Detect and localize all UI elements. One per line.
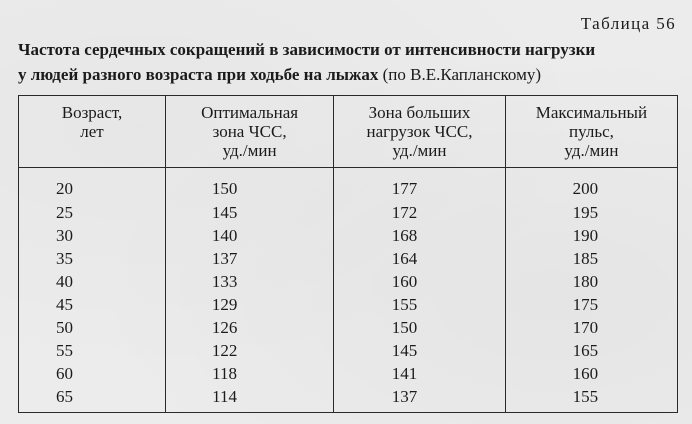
header-age-line-1: Возраст, xyxy=(61,103,123,122)
cell-high-load: 164 xyxy=(334,247,506,270)
table-row xyxy=(19,293,678,316)
header-optimal-zone xyxy=(166,96,334,168)
header-max-line-1: Максимальный xyxy=(535,103,648,122)
table-row xyxy=(19,224,678,247)
header-age xyxy=(19,96,166,168)
cell-max-pulse: 155 xyxy=(505,385,677,413)
header-high-line-2: нагрузок ЧСС, xyxy=(366,122,473,141)
table-row xyxy=(19,168,678,201)
cell-max-pulse: 180 xyxy=(505,270,677,293)
header-max-line-3: уд./мин xyxy=(564,141,619,160)
cell-optimal: 114 xyxy=(166,385,334,413)
cell-age: 40 xyxy=(19,270,166,293)
table-row xyxy=(19,362,678,385)
cell-optimal: 129 xyxy=(166,293,334,316)
cell-high-load: 168 xyxy=(334,224,506,247)
cell-age: 25 xyxy=(19,201,166,224)
cell-age: 55 xyxy=(19,339,166,362)
cell-age: 45 xyxy=(19,293,166,316)
header-high-line-1: Зона больших xyxy=(368,103,471,122)
header-age-line-2: лет xyxy=(80,122,104,141)
cell-optimal: 122 xyxy=(166,339,334,362)
table-caption xyxy=(18,37,678,87)
cell-optimal: 137 xyxy=(166,247,334,270)
cell-optimal: 150 xyxy=(166,168,334,201)
cell-high-load: 137 xyxy=(334,385,506,413)
cell-age: 50 xyxy=(19,316,166,339)
cell-high-load: 177 xyxy=(334,168,506,201)
cell-optimal: 133 xyxy=(166,270,334,293)
cell-max-pulse: 160 xyxy=(505,362,677,385)
cell-high-load: 155 xyxy=(334,293,506,316)
cell-optimal: 118 xyxy=(166,362,334,385)
cell-max-pulse: 170 xyxy=(505,316,677,339)
cell-max-pulse: 185 xyxy=(505,247,677,270)
caption-line-2: у людей разного возраста при ходьбе на лыжах xyxy=(18,65,379,84)
table-header-row xyxy=(19,96,678,168)
cell-high-load: 145 xyxy=(334,339,506,362)
header-high-load-zone xyxy=(334,96,506,168)
cell-high-load: 160 xyxy=(334,270,506,293)
cell-high-load: 141 xyxy=(334,362,506,385)
table-row xyxy=(19,247,678,270)
table-row xyxy=(19,385,678,413)
table-row xyxy=(19,339,678,362)
cell-optimal: 126 xyxy=(166,316,334,339)
cell-high-load: 172 xyxy=(334,201,506,224)
header-optimal-line-2: зона ЧСС, xyxy=(212,122,287,141)
header-optimal-line-3: уд./мин xyxy=(222,141,277,160)
cell-optimal: 140 xyxy=(166,224,334,247)
cell-age: 65 xyxy=(19,385,166,413)
cell-max-pulse: 190 xyxy=(505,224,677,247)
caption-line-1: Частота сердечных сокращений в зависимости от интенсивности нагрузки xyxy=(18,40,596,59)
header-optimal-line-1: Оптимальная xyxy=(201,103,299,122)
cell-max-pulse: 165 xyxy=(505,339,677,362)
cell-optimal: 145 xyxy=(166,201,334,224)
cell-age: 60 xyxy=(19,362,166,385)
header-max-line-2: пульс, xyxy=(568,122,614,141)
table-row xyxy=(19,201,678,224)
header-max-pulse xyxy=(505,96,677,168)
table-row xyxy=(19,316,678,339)
heart-rate-table xyxy=(18,95,678,413)
caption-source: (по В.Е.Капланскому) xyxy=(382,65,542,84)
cell-age: 35 xyxy=(19,247,166,270)
cell-high-load: 150 xyxy=(334,316,506,339)
cell-age: 30 xyxy=(19,224,166,247)
table-number: Таблица 56 xyxy=(580,14,676,33)
table-row xyxy=(19,270,678,293)
cell-max-pulse: 200 xyxy=(505,168,677,201)
cell-max-pulse: 195 xyxy=(505,201,677,224)
cell-max-pulse: 175 xyxy=(505,293,677,316)
header-high-line-3: уд./мин xyxy=(392,141,447,160)
cell-age: 20 xyxy=(19,168,166,201)
